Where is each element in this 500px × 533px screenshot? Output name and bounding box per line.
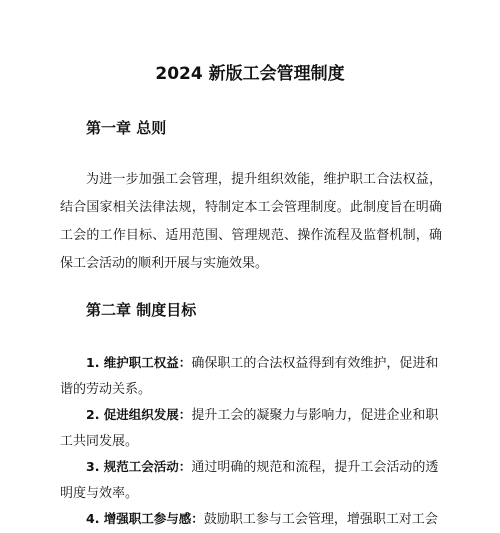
- list-item-3: [60, 454, 442, 507]
- chapter-2-heading: 第二章 制度目标: [86, 301, 197, 319]
- list-item-2-text: 提升工会的凝聚力与影响力，促进企业和职工共同发展。: [60, 408, 439, 449]
- list-item-3-text: 通过明确的规范和流程，提升工会活动的透明度与效率。: [60, 460, 439, 501]
- list-item-4-text: 鼓励职工参与工会管理，增强职工对工会: [203, 512, 438, 527]
- document-title: 2024 新版工会管理制度: [155, 64, 345, 84]
- list-item-1-text: 确保职工的合法权益得到有效维护，促进和谐的劳动关系。: [60, 356, 439, 397]
- list-item-4-label: 4. 增强职工参与感：: [86, 511, 204, 526]
- chapter-1-heading: 第一章 总则: [86, 119, 167, 137]
- list-item-4: [60, 506, 442, 527]
- list-item-3-label: 3. 规范工会活动：: [86, 459, 192, 474]
- list-item-2-label: 2. 促进组织发展：: [86, 407, 192, 422]
- list-item-1: [60, 350, 442, 403]
- chapter-1-paragraph: 为进一步加强工会管理，提升组织效能，维护职工合法权益，结合国家相关法律法规，特制定本工会管理制度。此制度旨在明确工会的工作目标、适用范围、管理规范、操作流程及监督机制，确保工会活动的顺利开展与实施效果。: [60, 172, 442, 271]
- list-item-1-label: 1. 维护职工权益：: [86, 355, 192, 370]
- list-item-2: [60, 402, 442, 455]
